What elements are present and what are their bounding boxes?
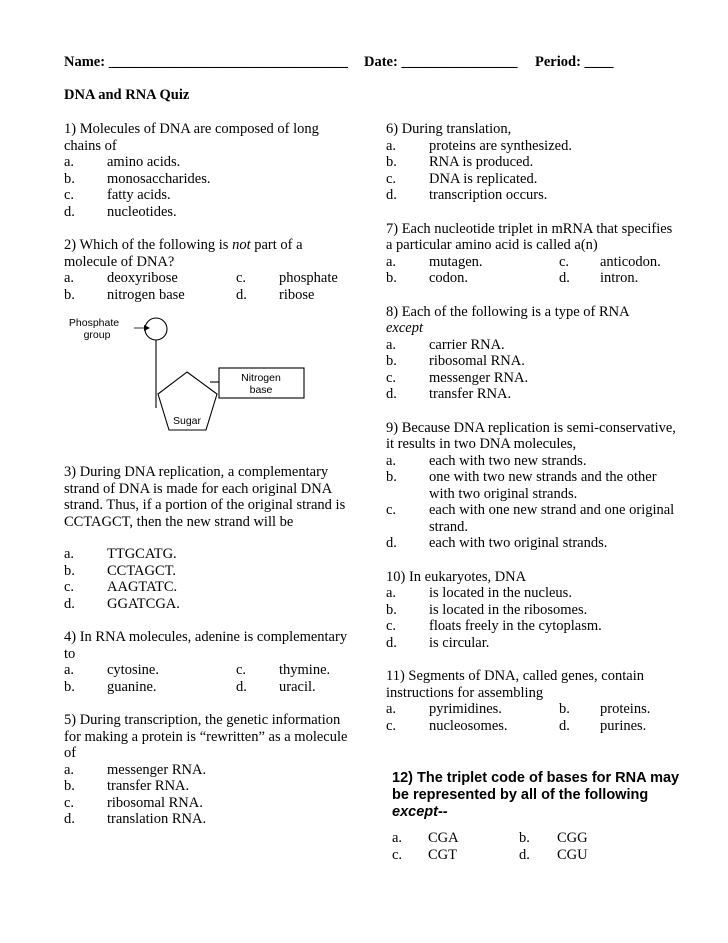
option-text: each with two new strands. [429,452,587,469]
stem-emphasis: except-- [392,804,448,820]
question-9 [386,420,676,552]
q10-option-a[interactable] [386,585,676,602]
quiz-title: DNA and RNA Quiz [64,87,190,103]
stem-part: 12) The triplet code of bases for RNA may be represented by all of the following [392,770,680,803]
option-text: CCTAGCT. [107,562,177,579]
q11-option-a-text[interactable]: pyrimidines. [429,701,502,717]
option-letter: a. [386,585,397,601]
option-text: is located in the nucleus. [429,585,572,601]
option-letter: d. [386,187,397,203]
q6-option-c[interactable] [386,171,676,188]
q4-option-c-letter[interactable]: c. [236,662,247,678]
question-8-stem-emphasis [386,320,676,337]
q7-option-b-text[interactable]: codon. [429,270,469,286]
q5-option-b[interactable] [64,778,354,795]
q5-option-c[interactable] [64,795,354,812]
q7-options [386,254,676,287]
q12-option-a-letter[interactable]: a. [392,830,403,846]
question-5-stem: 5) During transcription, the genetic information for making a protein is “rewritten” as a molecule of [64,712,348,761]
option-text: is circular. [429,634,490,651]
option-letter: c. [386,369,397,386]
option-text: TTGCATG. [107,546,177,562]
question-11-stem: 11) Segments of DNA, called genes, contain instructions for assembling [386,668,644,701]
option-letter: d. [64,595,75,612]
option-letter: d. [386,386,397,402]
option-text: ribosomal RNA. [107,794,203,811]
question-3-stem: 3) During DNA replication, a complementary strand of DNA is made for each original DNA strand. Thus, if a portion of the original strand is CCTAGCT, then the new strand will be [64,464,346,530]
question-1-stem: 1) Molecules of DNA are composed of long chains of [64,121,319,154]
stem-part: part of a molecule of DNA? [64,237,303,270]
question-2 [64,237,354,303]
question-11 [386,668,676,734]
q2-option-c-letter[interactable]: c. [236,270,247,286]
option-letter: b. [386,601,397,618]
q12-option-b-letter[interactable]: b. [519,830,530,846]
q12-options [392,830,652,864]
option-letter: c. [64,794,75,811]
q2-option-a-text[interactable]: deoxyribose [107,270,178,286]
option-letter: b. [386,353,397,369]
question-9-stem: 9) Because DNA replication is semi-conservative, it results in two DNA molecules, [386,419,676,452]
q12-option-d-letter[interactable]: d. [519,847,530,863]
option-letter: c. [386,502,397,518]
q12-option-d-text[interactable]: CGU [557,847,588,863]
q11-option-c-text[interactable]: nucleosomes. [429,717,508,734]
option-letter: a. [64,154,75,170]
option-letter: b. [64,170,75,187]
option-letter: b. [386,154,397,170]
q3-option-d[interactable] [64,596,354,613]
question-6 [386,121,676,204]
option-text: transcription occurs. [429,187,548,203]
q7-option-b-letter[interactable]: b. [386,270,397,286]
option-text: messenger RNA. [429,369,529,386]
q7-option-c-letter[interactable]: c. [559,253,570,270]
question-7 [386,221,676,287]
question-3 [64,464,354,612]
option-text: fatty acids. [107,187,171,203]
option-letter: d. [64,203,75,220]
q7-option-c-text[interactable]: anticodon. [600,253,661,270]
q4-option-b-text[interactable]: guanine. [107,678,157,695]
q4-option-d-letter[interactable]: d. [236,678,247,695]
option-letter: c. [64,187,75,203]
option-letter: a. [386,452,397,469]
option-letter: b. [386,469,397,485]
stem-emphasis: not [232,237,251,253]
q2-option-c-text[interactable]: phosphate [279,270,338,286]
q7-option-d-letter[interactable]: d. [559,270,570,286]
q11-option-d-text[interactable]: purines. [600,717,647,734]
option-text: nucleotides. [107,203,177,220]
q7-option-d-text[interactable]: intron. [600,270,639,286]
q8-option-d[interactable] [386,386,676,403]
option-text: DNA is replicated. [429,170,538,187]
q2-option-b-text[interactable]: nitrogen base [107,286,185,303]
option-letter: d. [386,634,397,651]
q1-option-a[interactable] [64,154,354,171]
phosphate-label-line1: Phosphate [68,317,120,329]
q2-option-a-letter[interactable]: a. [64,270,75,286]
option-letter: c. [64,579,75,595]
q7-option-a-text[interactable]: mutagen. [429,253,483,270]
q2-option-d-letter[interactable]: d. [236,286,247,303]
q5-option-d[interactable] [64,811,354,828]
option-letter: d. [386,535,397,551]
nitrogen-label-line2: base [249,384,273,396]
question-4 [64,629,354,695]
option-text: floats freely in the cytoplasm. [429,618,602,634]
phosphate-label-line2: group [83,329,111,341]
q4-option-b-letter[interactable]: b. [64,678,75,695]
question-6-stem: 6) During translation, [386,121,512,137]
option-text: ribosomal RNA. [429,353,525,369]
q6-option-b[interactable] [386,154,676,171]
left-column [64,121,354,320]
question-8-stem: 8) Each of the following is a type of RNA [386,303,630,320]
option-letter: a. [386,336,397,353]
q4-options [64,662,354,695]
stem-part: 2) Which of the following is [64,237,233,253]
option-letter: a. [64,546,75,562]
q5-option-a[interactable] [64,762,354,779]
option-letter: d. [64,811,75,827]
period-field[interactable]: Period: ____ [535,54,614,70]
q10-option-d[interactable] [386,635,676,652]
question-5 [64,712,354,828]
option-letter: c. [386,618,397,634]
option-text: monosaccharides. [107,170,211,187]
q4-option-d-text[interactable]: uracil. [279,678,316,695]
question-2-stem [64,237,354,270]
nucleotide-diagram [64,312,324,462]
option-text: transfer RNA. [107,778,190,794]
q8-option-a[interactable] [386,337,676,354]
q4-option-a-text[interactable]: cytosine. [107,662,159,678]
q12-option-a-text[interactable]: CGA [428,830,459,846]
q10-option-c[interactable] [386,618,676,635]
q12-option-c-text[interactable]: CGT [428,847,457,863]
name-field[interactable]: Name: _________________________________ [64,54,348,70]
option-letter: a. [64,761,75,778]
q4-option-c-text[interactable]: thymine. [279,662,331,678]
phosphate-circle [145,318,167,340]
option-letter: b. [64,778,75,794]
question-10 [386,569,676,652]
option-text: amino acids. [107,154,181,170]
option-text: AAGTATC. [107,579,178,595]
option-text: proteins are synthesized. [429,137,572,154]
option-text: messenger RNA. [107,761,207,778]
q9-option-b[interactable] [386,469,676,502]
question-4-stem: 4) In RNA molecules, adenine is complementary to [64,629,348,662]
q2-option-d-text[interactable]: ribose [279,286,315,303]
right-column [386,121,676,751]
q9-option-d[interactable] [386,535,676,552]
option-letter: b. [64,562,75,579]
option-text: RNA is produced. [429,154,534,170]
nitrogen-label-line1: Nitrogen [241,372,281,384]
q11-option-b-text[interactable]: proteins. [600,701,651,717]
q6-option-a[interactable] [386,138,676,155]
q1-option-c[interactable] [64,187,354,204]
q11-option-a-letter[interactable]: a. [386,701,397,717]
q7-option-a-letter[interactable]: a. [386,253,397,270]
sugar-label: Sugar [172,415,202,427]
option-text: each with one new strand and one original strand. [429,502,675,535]
option-text: one with two new strands and the other with two original strands. [429,469,657,502]
option-text: transfer RNA. [429,386,512,402]
q11-option-c-letter[interactable]: c. [386,717,397,734]
q4-option-a-letter[interactable]: a. [64,662,75,678]
q6-option-d[interactable] [386,187,676,204]
left-column-lower [64,464,354,845]
q9-option-a[interactable] [386,453,676,470]
question-12-options [392,830,652,864]
q3-option-a[interactable] [64,546,354,563]
q12-option-b-text[interactable]: CGG [557,830,588,846]
question-7-stem: 7) Each nucleotide triplet in mRNA that specifies a particular amino acid is called a(n) [386,220,673,253]
q11-option-d-letter[interactable]: d. [559,717,570,734]
q8-option-c[interactable] [386,370,676,387]
option-text: is located in the ribosomes. [429,601,588,618]
q2-option-b-letter[interactable]: b. [64,286,75,303]
q3-option-c[interactable] [64,579,354,596]
option-text: GGATCGA. [107,595,180,612]
date-field[interactable]: Date: ________________ [364,54,518,70]
question-8 [386,304,676,403]
option-letter: c. [386,170,397,187]
option-text: translation RNA. [107,811,207,827]
option-text: carrier RNA. [429,336,505,353]
q1-option-b[interactable] [64,171,354,188]
q10-option-b[interactable] [386,602,676,619]
stem-emphasis: except [386,320,424,336]
q12-option-c-letter[interactable]: c. [392,847,403,863]
q3-option-b[interactable] [64,563,354,580]
q2-options [64,270,354,303]
q11-option-b-letter[interactable]: b. [559,701,570,717]
question-10-stem: 10) In eukaryotes, DNA [386,568,527,585]
q9-option-c[interactable] [386,502,676,535]
q1-option-d[interactable] [64,204,354,221]
header [64,54,664,76]
option-text: each with two original strands. [429,535,608,551]
q11-options [386,701,676,734]
q8-option-b[interactable] [386,353,676,370]
question-12-stem [392,770,682,821]
question-1 [64,121,354,220]
option-letter: a. [386,137,397,154]
